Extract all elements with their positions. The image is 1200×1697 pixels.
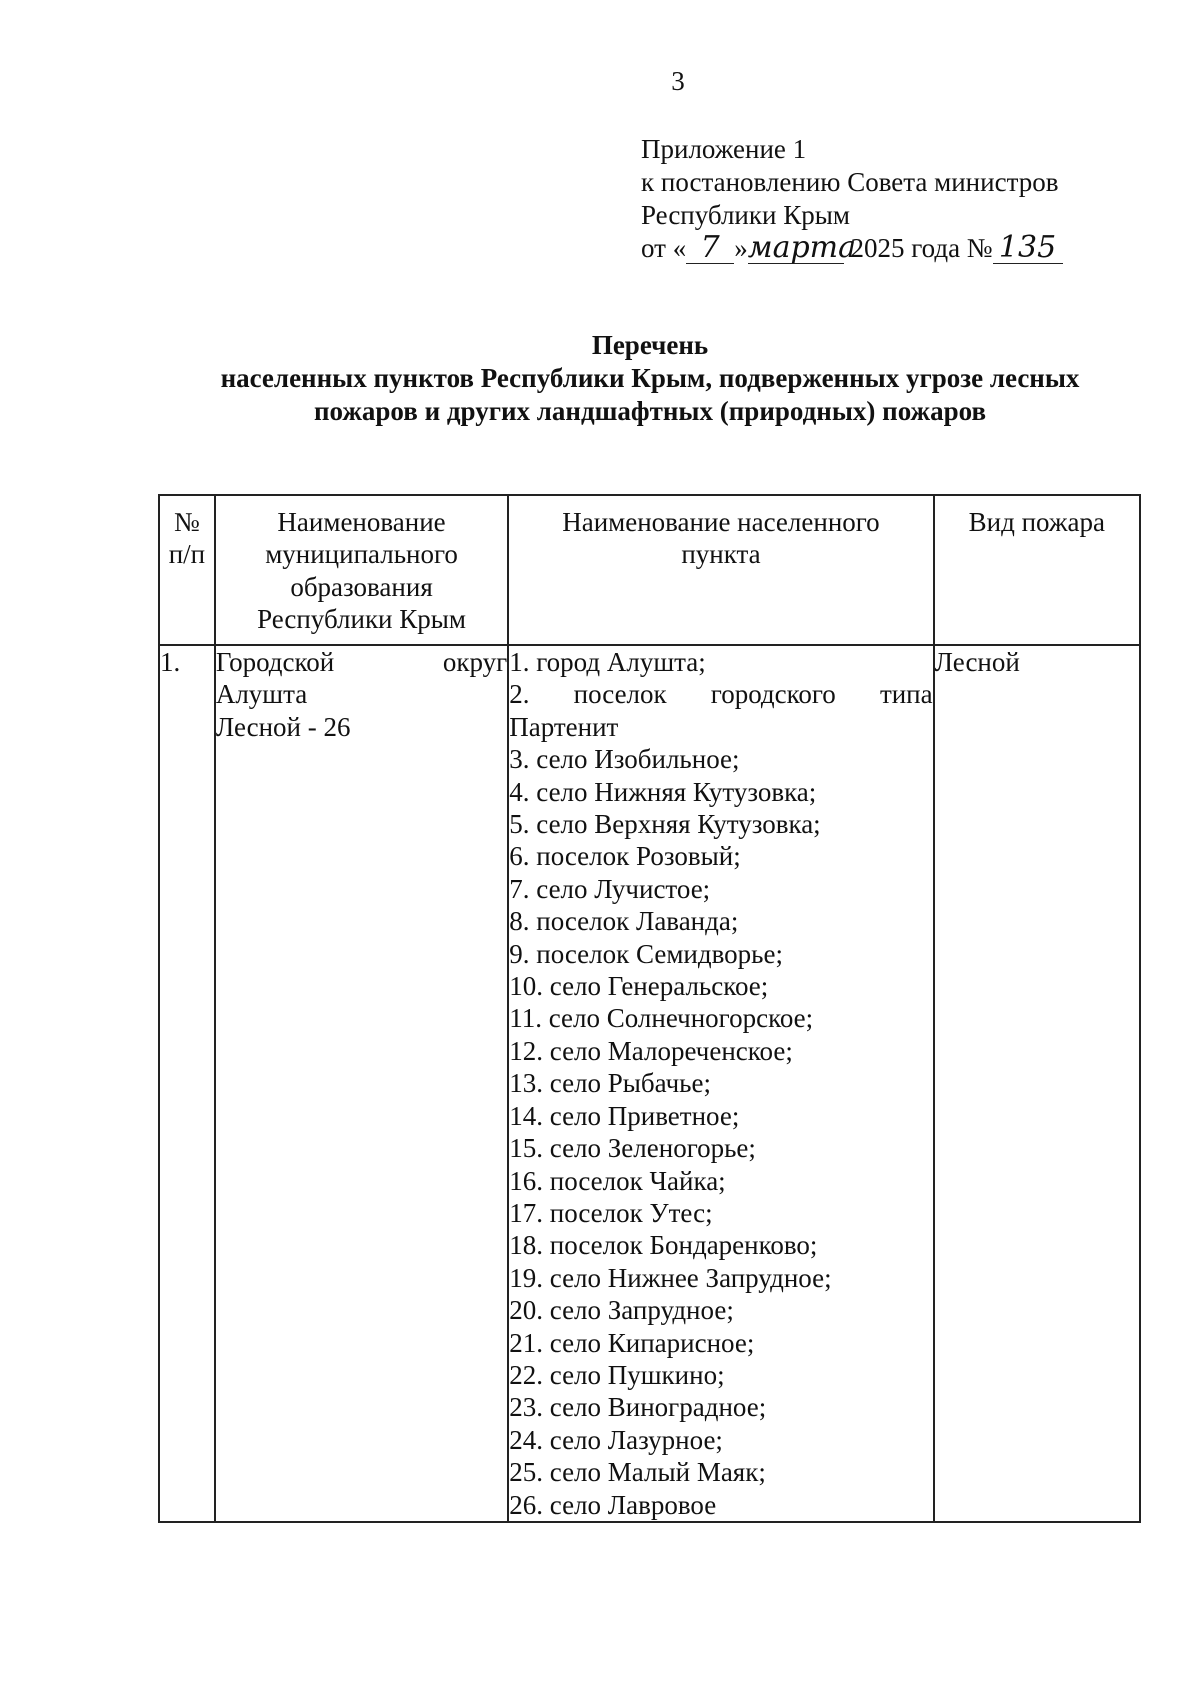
date-year: 2025 года № xyxy=(850,233,993,263)
list-item: 3. село Изобильное; xyxy=(509,744,740,775)
date-prefix: от « xyxy=(641,233,687,263)
list-item: 12. село Малореченское; xyxy=(509,1035,793,1066)
list-item: 25. село Малый Маяк; xyxy=(509,1457,766,1488)
table-row xyxy=(159,645,1140,1522)
list-item: 15. село Зеленогорье; xyxy=(509,1133,756,1164)
row-settlements xyxy=(508,645,933,1522)
row-municipality xyxy=(215,645,508,1522)
row-fire-type: Лесной xyxy=(934,645,1140,1522)
list-item: 24. село Лазурное; xyxy=(509,1424,723,1455)
list-item: 14. село Приветное; xyxy=(509,1100,740,1131)
header-number: № п/п xyxy=(159,495,215,645)
municipality-word-2: округ xyxy=(442,647,508,677)
appendix-title: Приложение 1 xyxy=(641,134,807,164)
table-header-row xyxy=(159,495,1140,645)
list-item: 8. поселок Лаванда; xyxy=(509,906,739,937)
list-item: 11. село Солнечногорское; xyxy=(509,1003,814,1034)
list-item: 4. село Нижняя Кутузовка; xyxy=(509,776,817,807)
appendix-resolution: к постановлению Совета министров xyxy=(641,167,1059,197)
document-number-handwritten: 135 xyxy=(993,233,1063,264)
header-settlement: Наименование населенного пункта xyxy=(508,495,933,645)
list-item: 20. село Запрудное; xyxy=(509,1295,734,1326)
municipality-name: Алушта xyxy=(215,679,308,710)
municipality-fire-count: Лесной - 26 xyxy=(215,711,351,742)
list-item: 16. поселок Чайка; xyxy=(509,1165,726,1196)
list-item: 18. поселок Бондаренково; xyxy=(509,1230,818,1261)
list-item: 26. село Лавровое xyxy=(509,1489,717,1520)
list-item: Партенит xyxy=(509,711,619,742)
header-municipality: Наименование муниципального образования Республики Крым xyxy=(215,495,508,645)
list-item: 17. поселок Утес; xyxy=(509,1197,713,1228)
title-line-3: пожаров и других ландшафтных (природных) пожаров xyxy=(313,396,987,426)
list-item: 23. село Виноградное; xyxy=(509,1392,767,1423)
date-day-handwritten: 7 xyxy=(686,233,734,264)
list-item: 1. город Алушта; xyxy=(509,647,706,677)
header-fire-type: Вид пожара xyxy=(934,495,1140,645)
appendix-republic: Республики Крым xyxy=(641,200,850,230)
date-quote-close: » xyxy=(734,233,748,263)
title-heading: Перечень xyxy=(591,330,709,360)
list-item: 7. село Лучистое; xyxy=(509,873,711,904)
list-item: 6. поселок Розовый; xyxy=(509,841,741,872)
municipality-word-1: Городской xyxy=(215,647,335,677)
list-item: 2. поселок городского типа xyxy=(509,679,933,710)
list-item: 10. село Генеральское; xyxy=(509,971,769,1002)
date-month-handwritten: марта xyxy=(747,230,856,265)
list-item: 9. поселок Семидворье; xyxy=(509,938,783,969)
appendix-block xyxy=(641,133,1063,265)
row-number: 1. xyxy=(159,645,215,1522)
list-item: 13. село Рыбачье; xyxy=(509,1068,711,1099)
page-number: 3 xyxy=(671,66,685,96)
list-item: 22. село Пушкино; xyxy=(509,1359,725,1390)
title-line-2: населенных пунктов Республики Крым, подверженных угрозе лесных xyxy=(220,363,1080,393)
list-item: 21. село Кипарисное; xyxy=(509,1327,755,1358)
list-item: 5. село Верхняя Кутузовка; xyxy=(509,809,821,840)
appendix-date-line xyxy=(641,232,1063,265)
settlements-table xyxy=(158,494,1141,1523)
document-title xyxy=(150,329,1150,428)
list-item: 19. село Нижнее Запрудное; xyxy=(509,1262,832,1293)
